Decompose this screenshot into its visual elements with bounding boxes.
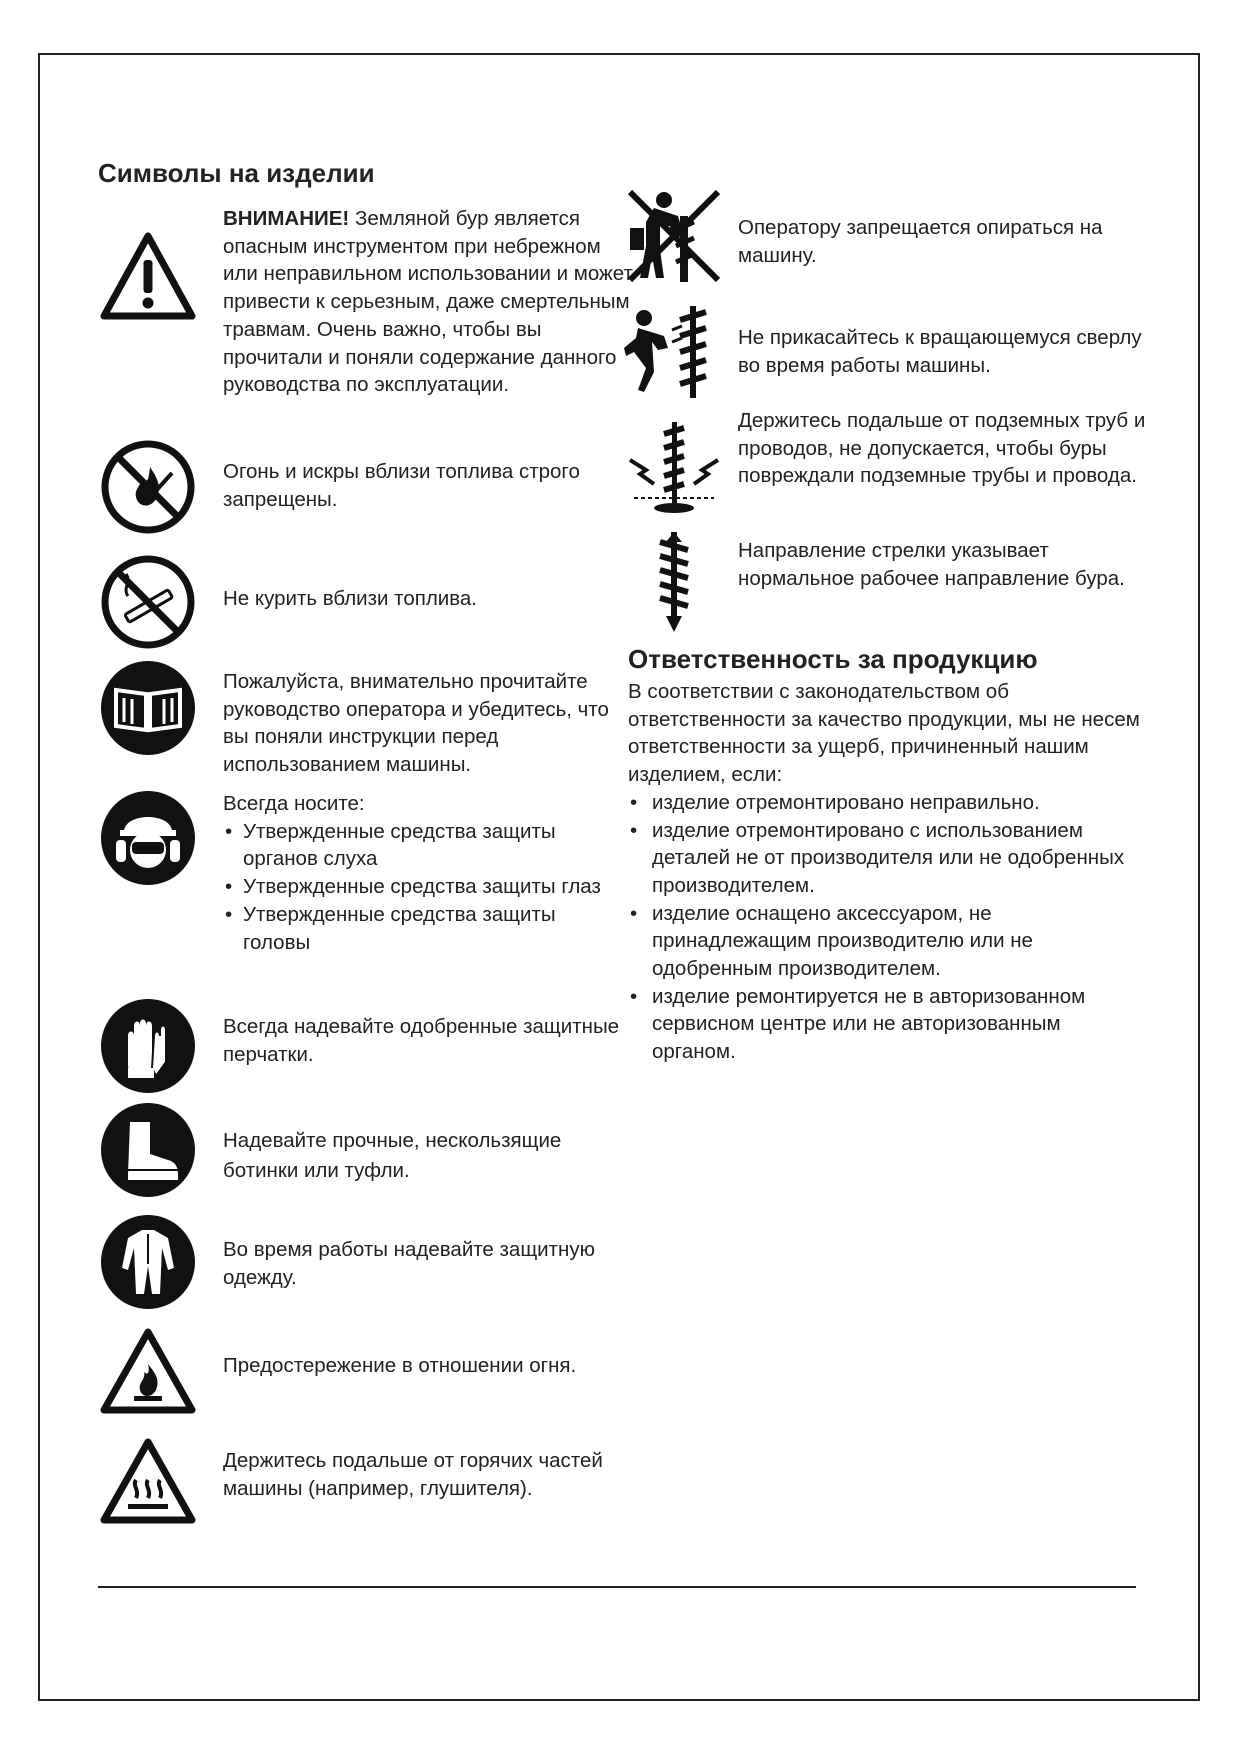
boots-icon: [98, 1100, 198, 1200]
warning-text: [223, 205, 633, 399]
warning-body: Земляной бур является опасным инструментом при небрежном или неправильном использовании и может привести к серьезным, даже смертельным травмам. Очень важно, чтобы вы прочитали и поняли содержание данного руководства по эксплуатации.: [223, 207, 633, 397]
fire-warning-icon: [98, 1322, 198, 1422]
fire-warning-text: Предостережение в отношении огня.: [223, 1354, 577, 1377]
liability-list: [628, 789, 1148, 1066]
protective-equipment-text: [223, 790, 623, 956]
underground-utilities-text: Держитесь подальше от подземных труб и проводов, не допускается, чтобы буры повреждали подземные трубы и провода.: [738, 409, 1146, 488]
liability-heading: Ответственность за продукцию: [628, 644, 1038, 674]
read-manual-text: Пожалуйста, внимательно прочитайте руководство оператора и убедитесь, что вы поняли инструкции перед использованием машины.: [223, 670, 609, 777]
list-item: • изделие отремонтировано с использованием деталей не от производителя или не одобренных производителем.: [628, 817, 1148, 900]
gloves-text: Всегда надевайте одобренные защитные перчатки.: [223, 1015, 620, 1066]
footer-divider: [98, 1586, 1136, 1588]
protective-equipment-list: [223, 818, 623, 957]
protective-clothing-icon: [98, 1212, 198, 1312]
rotating-auger-text: Не прикасайтесь к вращающемуся сверлу во время работы машины.: [738, 326, 1142, 377]
boots-text: Надевайте прочные, нескользящие ботинки или туфли.: [223, 1129, 562, 1182]
read-manual-icon: [98, 658, 198, 758]
list-item: • изделие ремонтируется не в авторизованном сервисном центре или не авторизованным органом.: [628, 983, 1148, 1066]
no-smoking-icon: [98, 552, 198, 652]
no-smoking-text: Не курить вблизи топлива.: [223, 587, 478, 610]
no-leaning-icon: [624, 186, 724, 286]
rotation-direction-text: Направление стрелки указывает нормальное рабочее направление бура.: [738, 539, 1125, 590]
list-item: • изделие оснащено аксессуаром, не принадлежащим производителю или не одобренным производителем.: [628, 900, 1148, 983]
protective-clothing-text: Во время работы надевайте защитную одежду.: [223, 1238, 595, 1289]
list-item: • изделие отремонтировано неправильно.: [628, 789, 1148, 817]
no-leaning-text: Оператору запрещается опираться на машину.: [738, 216, 1103, 267]
no-fire-text: Огонь и искры вблизи топлива строго запрещены.: [223, 460, 580, 511]
no-fire-icon: [98, 437, 198, 537]
list-item: • Утвержденные средства защиты органов слуха: [223, 818, 623, 873]
hot-surface-text: Держитесь подальше от горячих частей машины (например, глушителя).: [223, 1449, 603, 1500]
liability-text: [628, 678, 1148, 1066]
liability-intro: В соответствии с законодательством об ответственности за качество продукции, мы не несем ответственности за ущерб, причиненный нашим изделием, если:: [628, 680, 1140, 787]
gloves-icon: [98, 996, 198, 1096]
list-item: • Утвержденные средства защиты головы: [223, 901, 623, 956]
list-item: • Утвержденные средства защиты глаз: [223, 873, 623, 901]
underground-utilities-icon: [624, 420, 724, 520]
protective-equipment-icon: [98, 788, 198, 888]
rotating-auger-icon: [624, 302, 724, 402]
warning-lead: ВНИМАНИЕ!: [223, 207, 350, 230]
protective-equipment-intro: Всегда носите:: [223, 792, 365, 815]
symbols-heading: Символы на изделии: [98, 158, 375, 188]
warning-triangle-icon: [98, 228, 198, 328]
hot-surface-icon: [98, 1432, 198, 1532]
rotation-direction-icon: [624, 532, 724, 632]
